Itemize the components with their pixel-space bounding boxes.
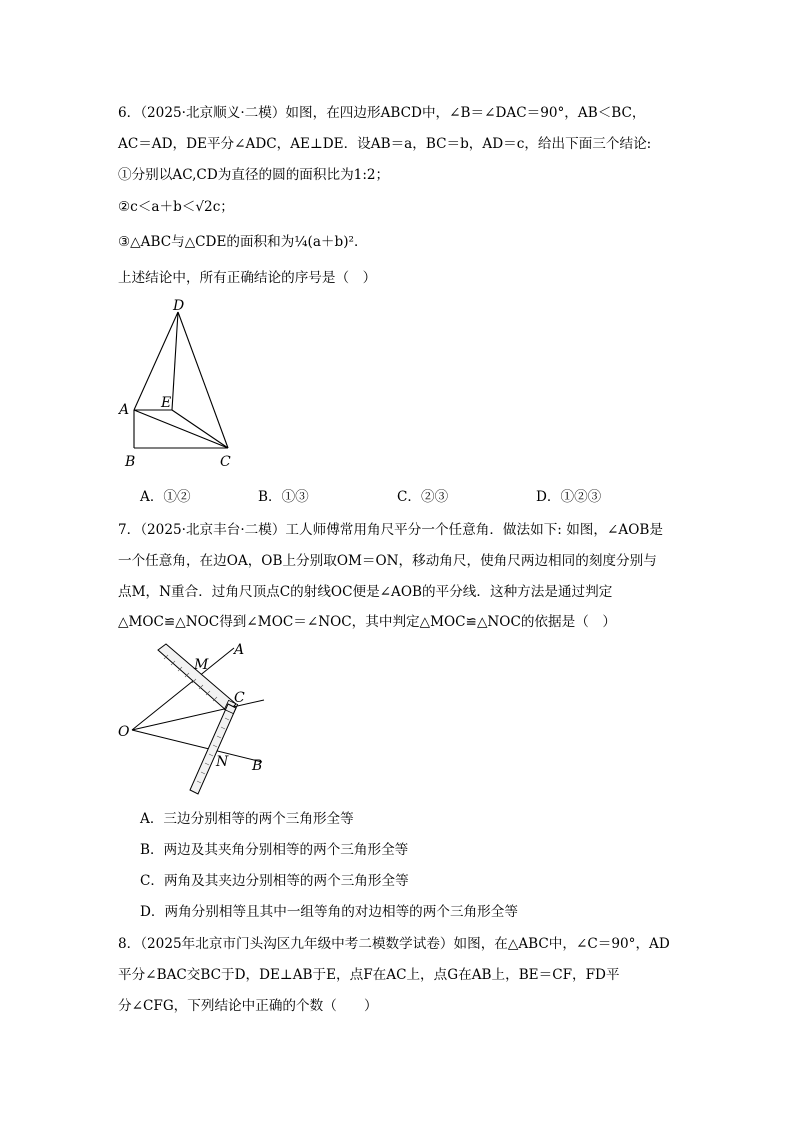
q7-angle-ruler-figure (112, 638, 272, 800)
q6-label-b: B (125, 454, 136, 470)
q7-line-4: △MOC≌△NOC得到∠MOC＝∠NOC，其中判定△MOC≌△NOC的依据是（ ） (118, 614, 616, 630)
q6-label-e: E (161, 395, 172, 411)
q7-label-o: O (118, 724, 130, 740)
q6-conclusion-2: ②c＜a＋b＜√2c； (118, 199, 234, 215)
q6-label-d: D (173, 298, 185, 314)
q6-label-c: C (220, 454, 231, 470)
q7-line-1: 7．（2025·北京丰台·二模）工人师傅常用角尺平分一个任意角．做法如下: 如图，∠AOB是 (118, 522, 663, 538)
q8-line-2: 平分∠BAC交BC于D，DE⊥AB于E，点F在AC上，点G在AB上，BE＝CF，FD平 (118, 967, 620, 983)
q7-option-a[interactable]: A．三边分别相等的两个三角形全等 (140, 811, 354, 827)
q6-option-d[interactable]: D．①②③ (536, 489, 602, 505)
q7-line-3: 点M，N重合．过角尺顶点C的射线OC便是∠AOB的平分线．这种方法是通过判定 (118, 584, 613, 600)
q6-option-a[interactable]: A．①② (140, 489, 191, 505)
q6-question: 上述结论中，所有正确结论的序号是（ ） (118, 270, 377, 286)
q7-line-2: 一个任意角，在边OA，OB上分别取OM＝ON，移动角尺，使角尺两边相同的刻度分别与 (118, 553, 657, 569)
q7-label-n: N (216, 754, 229, 770)
q6-quadrilateral-figure (110, 298, 250, 473)
q7-option-d[interactable]: D．两角分别相等且其中一组等角的对边相等的两个三角形全等 (140, 904, 518, 920)
q7-label-b: B (252, 758, 263, 774)
q6-label-a: A (119, 402, 130, 418)
q8-line-3: 分∠CFG，下列结论中正确的个数（ ） (118, 998, 378, 1014)
q7-label-c: C (234, 690, 245, 706)
q8-line-1: 8．（2025年北京市门头沟区九年级中考二模数学试卷）如图，在△ABC中，∠C＝90°，AD (118, 936, 670, 952)
q7-label-a: A (234, 642, 245, 658)
q6-line-2: AC＝AD，DE平分∠ADC，AE⊥DE．设AB＝a，BC＝b，AD＝c，给出下面三个结论: (118, 136, 652, 152)
q6-option-b[interactable]: B．①③ (258, 489, 309, 505)
q6-line-1: 6．（2025·北京顺义·二模）如图，在四边形ABCD中，∠B＝∠DAC＝90°，AB＜BC， (118, 105, 646, 121)
q6-option-c[interactable]: C．②③ (397, 489, 449, 505)
q7-option-b[interactable]: B．两边及其夹角分别相等的两个三角形全等 (140, 842, 409, 858)
q6-conclusion-3: ③△ABC与△CDE的面积和为¼(a＋b)²． (118, 234, 368, 250)
q7-option-c[interactable]: C．两角及其夹边分别相等的两个三角形全等 (140, 873, 409, 889)
q7-label-m: M (194, 657, 209, 673)
q6-conclusion-1: ①分别以AC,CD为直径的圆的面积比为1:2； (118, 167, 390, 183)
